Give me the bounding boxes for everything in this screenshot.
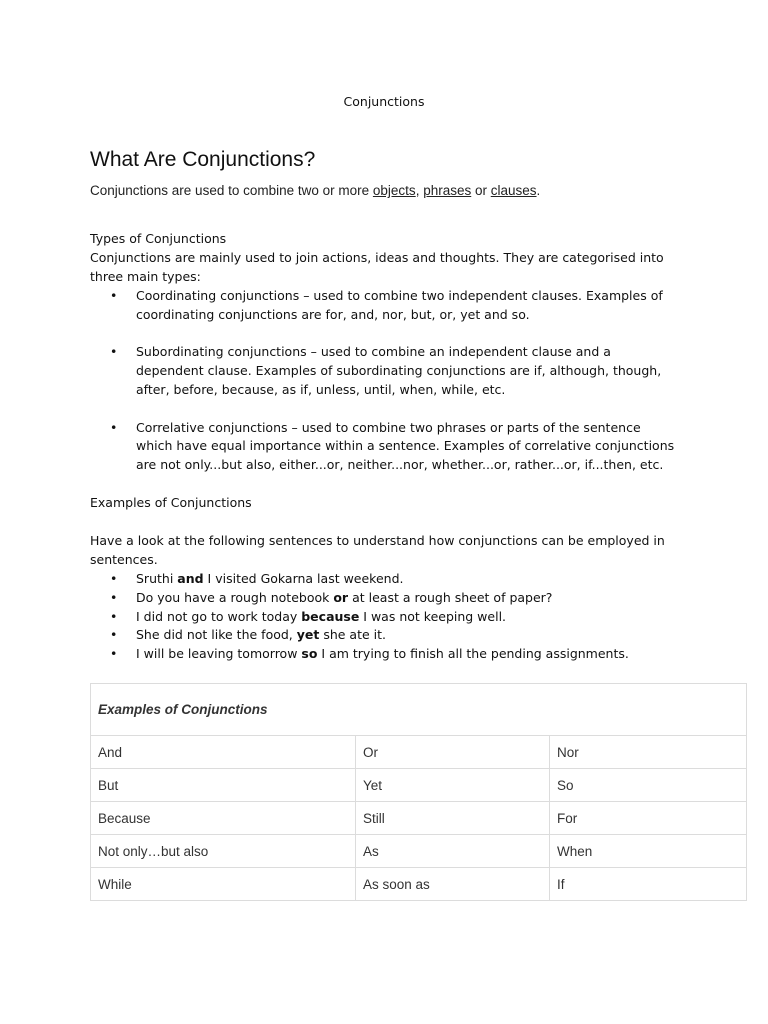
examples-heading: Examples of Conjunctions — [90, 495, 252, 510]
list-item: • Correlative conjunctions – used to combine two phrases or parts of the sentence which have equal importance within a sentence. Examples of correlative conjunctions are not only...but also, either...or, neither...nor, whether...or, rather...or, if...then, etc. — [90, 419, 680, 475]
conjunction-highlight: or — [333, 589, 349, 605]
example-sentences-list — [90, 570, 680, 664]
list-item: • Do you have a rough notebook or at least a rough sheet of paper? — [90, 589, 680, 608]
examples-intro-line: Have a look at the following sentences to understand how conjunctions can be employed in — [90, 533, 665, 548]
table-cell: While — [91, 868, 356, 901]
table-title-row — [91, 684, 747, 736]
list-item: • Sruthi and I visited Gokarna last weekend. — [90, 570, 680, 589]
table-cell: So — [550, 769, 747, 802]
table-cell: Yet — [356, 769, 550, 802]
examples-intro-line: sentences. — [90, 551, 158, 567]
table-cell: Because — [91, 802, 356, 835]
types-heading: Types of Conjunctions — [90, 231, 227, 246]
page-title: What Are Conjunctions? — [90, 148, 316, 171]
conjunction-highlight: so — [301, 646, 318, 662]
conjunction-highlight: and — [177, 571, 204, 586]
list-item: • Subordinating conjunctions – used to combine an independent clause and a dependent clause. Examples of subordinating conjunctions are if, although, though, after, before, because, as if, unless, until, when, while, etc. — [90, 343, 680, 399]
table-cell: As soon as — [356, 868, 550, 901]
table-row — [91, 868, 747, 901]
types-intro-line: three main types: — [90, 268, 201, 284]
table-cell: When — [550, 835, 747, 868]
types-section — [90, 230, 690, 286]
table-cell: Still — [356, 802, 550, 835]
list-item: • I did not go to work today because I was not keeping well. — [90, 608, 680, 627]
conjunction-highlight: because — [301, 608, 360, 624]
table-row — [91, 769, 747, 802]
intro-end: . — [536, 183, 541, 198]
document-header-title: Conjunctions — [343, 94, 425, 109]
table-cell: As — [356, 835, 550, 868]
list-item: • I will be leaving tomorrow so I am trying to finish all the pending assignments. — [90, 645, 680, 664]
table-cell: Or — [356, 736, 550, 769]
table-title: Examples of Conjunctions — [91, 684, 747, 736]
intro-sep: or — [471, 183, 491, 198]
table-cell: For — [550, 802, 747, 835]
types-list — [90, 287, 680, 475]
link-phrases[interactable]: phrases — [423, 183, 472, 198]
list-item: • Coordinating conjunctions – used to combine two independent clauses. Examples of coordinating conjunctions are for, and, nor, but, or, yet and so. — [90, 287, 680, 325]
table-cell: But — [91, 769, 356, 802]
types-intro-line: Conjunctions are mainly used to join actions, ideas and thoughts. They are categorised into — [90, 249, 664, 265]
link-clauses[interactable]: clauses — [490, 183, 537, 198]
examples-intro — [90, 532, 690, 570]
table-row — [91, 835, 747, 868]
intro-text: Conjunctions are used to combine two or more — [90, 183, 373, 198]
list-item: • She did not like the food, yet she ate it. — [90, 626, 680, 645]
conjunctions-table — [90, 683, 747, 901]
table-cell: Not only…but also — [91, 835, 356, 868]
table-row — [91, 802, 747, 835]
table-cell: If — [550, 868, 747, 901]
intro-sep: , — [415, 183, 424, 198]
intro-paragraph — [90, 183, 540, 198]
table-cell: And — [91, 736, 356, 769]
table-row — [91, 736, 747, 769]
conjunction-highlight: yet — [296, 627, 320, 643]
link-objects[interactable]: objects — [372, 183, 416, 198]
table-cell: Nor — [550, 736, 747, 769]
